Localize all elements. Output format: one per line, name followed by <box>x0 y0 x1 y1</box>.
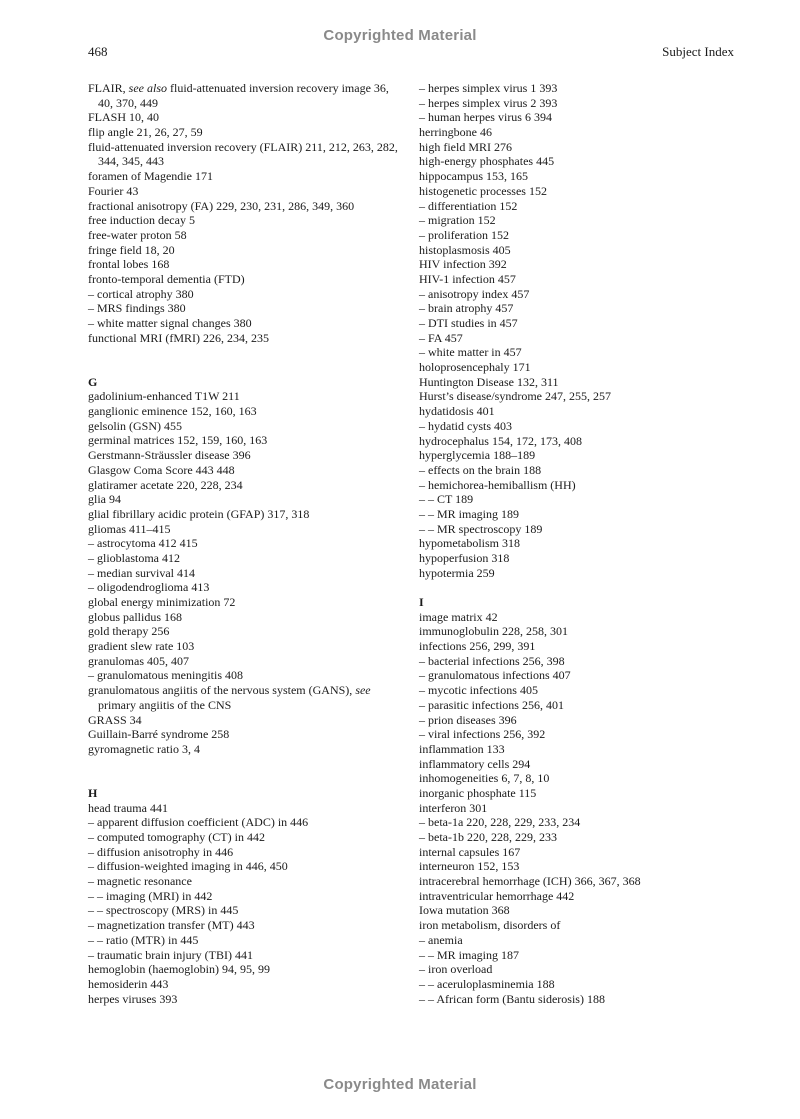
index-section-letter: H <box>88 785 98 800</box>
index-entry: germinal matrices 152, 159, 160, 163 <box>88 433 268 448</box>
index-entry: hemosiderin 443 <box>88 976 169 991</box>
index-entry: – iron overload <box>419 962 493 977</box>
index-entry: head trauma 441 <box>88 800 168 815</box>
index-entry: – – CT 189 <box>419 492 474 507</box>
index-entry: hydrocephalus 154, 172, 173, 408 <box>419 433 582 448</box>
index-entry: granulomas 405, 407 <box>88 653 189 668</box>
index-entry: immunoglobulin 228, 258, 301 <box>419 624 569 639</box>
copyright-watermark-bottom: Copyrighted Material <box>323 1076 477 1093</box>
index-entry: – prion diseases 396 <box>419 712 517 727</box>
index-entry: – astrocytoma 412 415 <box>88 536 198 551</box>
index-entry: ganglionic eminence 152, 160, 163 <box>88 404 257 419</box>
spacer <box>88 345 406 360</box>
spacer <box>419 580 739 595</box>
index-entry: fronto-temporal dementia (FTD) <box>88 271 245 286</box>
index-entry: – magnetic resonance <box>88 874 192 889</box>
index-entry: frontal lobes 168 <box>88 257 170 272</box>
index-entry: herringbone 46 <box>419 125 492 140</box>
index-entry: interferon 301 <box>419 800 488 815</box>
index-entry: iron metabolism, disorders of <box>419 918 561 933</box>
index-entry: – diffusion anisotrophy in 446 <box>88 844 234 859</box>
index-entry: fractional anisotropy (FA) 229, 230, 231, 286, 349, 360 <box>88 198 355 213</box>
copyright-watermark-top: Copyrighted Material <box>323 27 477 44</box>
index-entry: – computed tomography (CT) in 442 <box>88 830 265 844</box>
index-entry: FLASH 10, 40 <box>88 110 160 125</box>
index-entry: – herpes simplex virus 2 393 <box>419 95 558 110</box>
index-entry: – – MR imaging 187 <box>419 947 520 962</box>
index-entry: FLAIR, see also fluid-attenuated inversion recovery image 36, 40, 370, 449 <box>88 81 389 110</box>
index-entry: – proliferation 152 <box>419 227 509 242</box>
index-entry: – human herpes virus 6 394 <box>419 110 552 125</box>
index-entry: image matrix 42 <box>419 609 498 624</box>
index-section-letter: I <box>419 595 424 610</box>
index-entry: gyromagnetic ratio 3, 4 <box>88 741 200 756</box>
index-entry: – median survival 414 <box>88 565 195 580</box>
index-entry: HIV infection 392 <box>419 257 507 272</box>
index-entry: – herpes simplex virus 1 393 <box>419 81 558 95</box>
index-entry: intracerebral hemorrhage (ICH) 366, 367, 368 <box>419 874 641 889</box>
index-entry: – beta-1a 220, 228, 229, 233, 234 <box>419 815 581 830</box>
index-entry: histoplasmosis 405 <box>419 242 511 257</box>
index-entry: free induction decay 5 <box>88 213 195 228</box>
index-entry: glial fibrillary acidic protein (GFAP) 317, 318 <box>88 506 310 521</box>
index-entry: gadolinium-enhanced T1W 211 <box>88 389 240 404</box>
index-entry: – glioblastoma 412 <box>88 550 180 565</box>
index-entry: interneuron 152, 153 <box>419 859 520 874</box>
index-entry: free-water proton 58 <box>88 227 187 242</box>
index-entry: hypometabolism 318 <box>419 536 520 551</box>
index-entry: global energy minimization 72 <box>88 595 236 610</box>
index-entry: – hydatid cysts 403 <box>419 418 512 433</box>
index-entry: hippocampus 153, 165 <box>419 169 528 184</box>
index-entry: inflammation 133 <box>419 741 505 756</box>
index-entry: – cortical atrophy 380 <box>88 286 194 301</box>
spacer <box>88 771 406 786</box>
index-entry: fringe field 18, 20 <box>88 242 175 257</box>
index-entry: Hurst’s disease/syndrome 247, 255, 257 <box>419 389 611 404</box>
index-entry: – apparent diffusion coefficient (ADC) in 446 <box>88 815 309 830</box>
index-entry: – – MR spectroscopy 189 <box>419 521 543 536</box>
index-entry: histogenetic processes 152 <box>419 183 547 198</box>
index-entry: gold therapy 256 <box>88 624 170 639</box>
index-entry: inhomogeneities 6, 7, 8, 10 <box>419 771 550 786</box>
index-entry: hypotermia 259 <box>419 565 495 580</box>
index-entry: high-energy phosphates 445 <box>419 154 555 169</box>
index-entry: Fourier 43 <box>88 183 139 198</box>
index-entry: hyperglycemia 188–189 <box>419 448 536 463</box>
index-entry: – diffusion-weighted imaging in 446, 450 <box>88 859 288 874</box>
index-entry: – anisotropy index 457 <box>419 286 530 301</box>
index-entry: HIV-1 infection 457 <box>419 271 516 286</box>
index-entry: foramen of Magendie 171 <box>88 169 213 184</box>
index-entry: Iowa mutation 368 <box>419 903 510 918</box>
index-entry: hypoperfusion 318 <box>419 551 510 565</box>
index-entry: – brain atrophy 457 <box>419 301 514 316</box>
index-entry: – MRS findings 380 <box>88 301 186 316</box>
index-entry: – effects on the brain 188 <box>419 462 542 477</box>
index-section-letter: G <box>88 374 98 389</box>
index-entry: inflammatory cells 294 <box>419 756 531 771</box>
index-column-left <box>88 81 406 1006</box>
index-entry: infections 256, 299, 391 <box>419 639 536 654</box>
index-entry: hydatidosis 401 <box>419 404 495 419</box>
index-entry: granulomatous angiitis of the nervous system (GANS), see primary angiitis of the CNS <box>88 683 371 712</box>
index-entry: – white matter signal changes 380 <box>88 316 252 330</box>
index-entry: – FA 457 <box>419 330 463 345</box>
index-entry: gelsolin (GSN) 455 <box>88 418 182 433</box>
index-entry: GRASS 34 <box>88 712 142 727</box>
index-entry: Huntington Disease 132, 311 <box>419 374 559 389</box>
index-entry: glatiramer acetate 220, 228, 234 <box>88 477 243 492</box>
index-entry: – magnetization transfer (MT) 443 <box>88 918 255 933</box>
spacer <box>88 360 406 375</box>
index-entry: internal capsules 167 <box>419 844 521 859</box>
page-number: 468 <box>88 44 108 59</box>
index-entry: flip angle 21, 26, 27, 59 <box>88 125 203 140</box>
index-entry: holoprosencephaly 171 <box>419 360 531 375</box>
index-entry: inorganic phosphate 115 <box>419 785 537 800</box>
running-head: Subject Index <box>662 44 734 59</box>
index-entry: – white matter in 457 <box>419 345 522 360</box>
index-entry: fluid-attenuated inversion recovery (FLAIR) 211, 212, 263, 282, 344, 345, 443 <box>88 139 398 169</box>
index-entry: high field MRI 276 <box>419 139 512 154</box>
index-entry: gliomas 411–415 <box>88 521 171 536</box>
index-entry: Gerstmann-Sträussler disease 396 <box>88 448 251 463</box>
index-entry: – parasitic infections 256, 401 <box>419 697 564 712</box>
index-entry: hemoglobin (haemoglobin) 94, 95, 99 <box>88 962 270 977</box>
index-entry: – DTI studies in 457 <box>419 316 518 330</box>
index-entry: Guillain-Barré syndrome 258 <box>88 727 230 742</box>
index-entry: – – spectroscopy (MRS) in 445 <box>88 903 239 918</box>
index-entry: – granulomatous meningitis 408 <box>88 668 243 683</box>
index-entry: – viral infections 256, 392 <box>419 727 546 742</box>
index-entry: globus pallidus 168 <box>88 609 183 624</box>
index-entry: – oligodendroglioma 413 <box>88 580 210 595</box>
index-entry: – migration 152 <box>419 213 496 228</box>
index-entry: – traumatic brain injury (TBI) 441 <box>88 947 253 962</box>
index-entry: – beta-1b 220, 228, 229, 233 <box>419 830 557 845</box>
index-entry: – – ratio (MTR) in 445 <box>88 932 199 947</box>
spacer <box>88 757 406 772</box>
index-entry: – granulomatous infections 407 <box>419 668 571 683</box>
index-entry: gradient slew rate 103 <box>88 639 195 654</box>
index-entry: – hemichorea-hemiballism (HH) <box>419 477 576 492</box>
index-entry: – – MR imaging 189 <box>419 506 520 521</box>
index-entry: herpes viruses 393 <box>88 991 178 1006</box>
index-column-right <box>419 81 739 1006</box>
index-entry: – – imaging (MRI) in 442 <box>88 888 213 903</box>
index-entry: Glasgow Coma Score 443 448 <box>88 462 235 477</box>
index-entry: – – African form (Bantu siderosis) 188 <box>419 991 605 1006</box>
index-entry: – – aceruloplasminemia 188 <box>419 976 555 991</box>
index-entry: – mycotic infections 405 <box>419 683 538 698</box>
index-entry: functional MRI (fMRI) 226, 234, 235 <box>88 330 269 345</box>
index-entry: – anemia <box>419 932 463 947</box>
index-entry: glia 94 <box>88 492 121 507</box>
index-entry: – bacterial infections 256, 398 <box>419 653 565 668</box>
index-entry: intraventricular hemorrhage 442 <box>419 888 575 903</box>
index-entry: – differentiation 152 <box>419 198 518 213</box>
